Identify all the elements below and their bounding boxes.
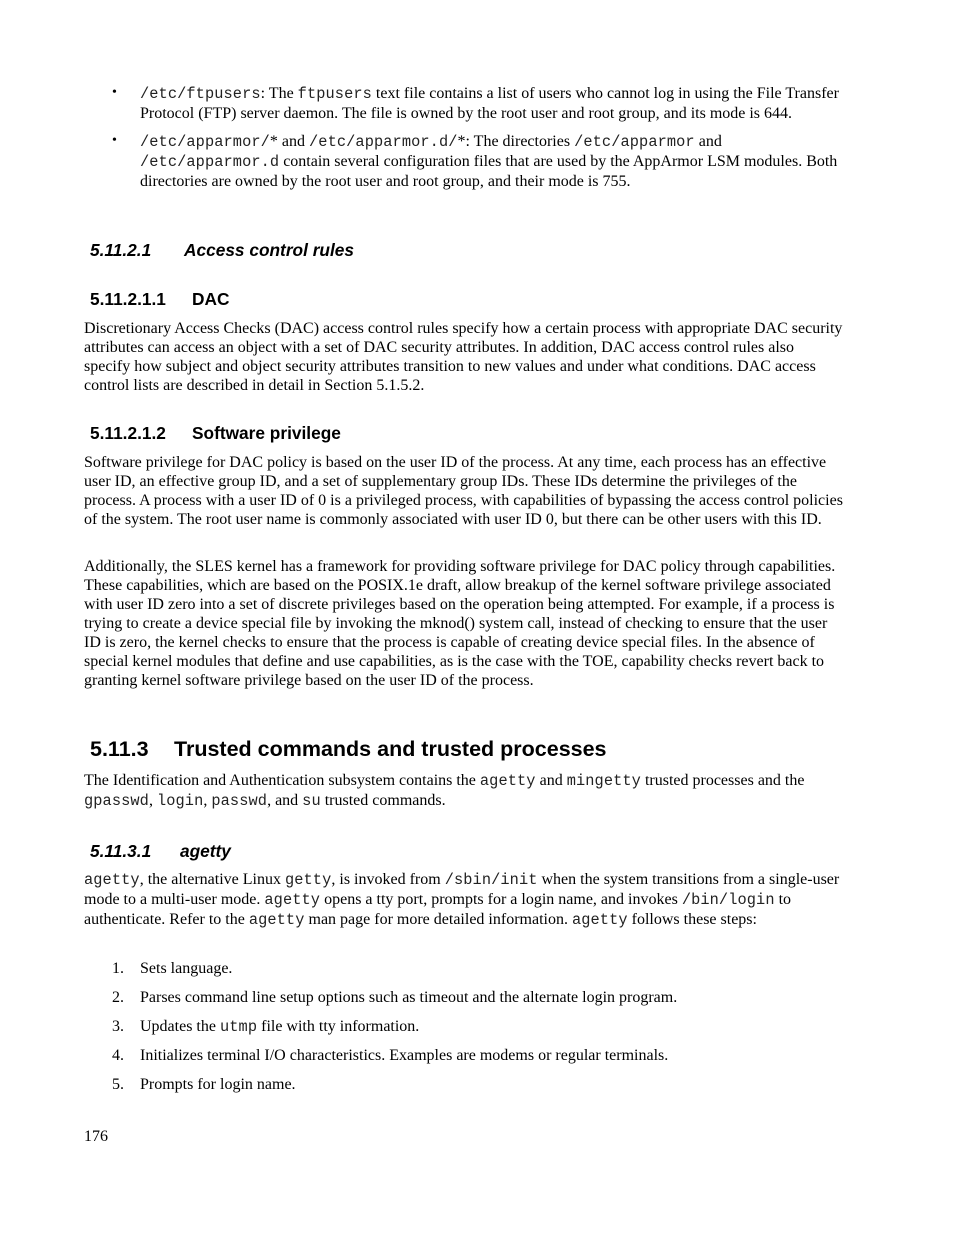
text-span: man page for more detailed information. bbox=[304, 911, 572, 928]
section-heading-agetty bbox=[90, 841, 231, 862]
code-span: /etc/ftpusers bbox=[140, 85, 261, 103]
text-span: file with tty information. bbox=[257, 1018, 420, 1035]
code-span: /etc/apparmor/ bbox=[140, 133, 270, 151]
step-number: 2. bbox=[112, 989, 124, 1006]
text-span: Sets language. bbox=[140, 960, 233, 977]
step-text bbox=[140, 1018, 419, 1035]
text-span: text file contains a list of users who cannot log in using the File Transfer Protocol (FTP) server daemon. The file is owned by the root user and root group, and its mode is 644. bbox=[140, 85, 839, 122]
list-item bbox=[84, 988, 844, 1007]
section-title: DAC bbox=[192, 289, 230, 309]
list-item bbox=[84, 1075, 844, 1094]
step-text bbox=[140, 960, 232, 977]
section-heading-dac bbox=[90, 289, 229, 310]
code-span: gpasswd bbox=[84, 792, 149, 810]
section-heading-trusted-commands bbox=[90, 737, 607, 762]
software-privilege-paragraph-1: Software privilege for DAC policy is based on the user ID of the process. At any time, each process has an effective user ID, an effective group ID, and a set of supplementary group IDs. These IDs determine the privileges of the process. A process with a user ID of 0 is a privileged process, with capabilities of bypassing the access control policies of the system. The root user name is commonly associated with user ID 0, but there can be other users with this ID. bbox=[84, 454, 843, 528]
section-title: Trusted commands and trusted processes bbox=[174, 737, 607, 761]
text-span: * and bbox=[269, 133, 310, 150]
dac-paragraph: Discretionary Access Checks (DAC) access control rules specify how a certain process with appropriate DAC security attributes can access an object with a set of DAC security attributes. In addition, DAC access control rules also specify how subject and object security attributes transition to new values and under what conditions. DAC access control lists are described in detail in Section 5.1.5.2. bbox=[84, 320, 843, 394]
text-span: , bbox=[148, 792, 157, 809]
bullet-text bbox=[140, 84, 844, 123]
bullet-text bbox=[140, 132, 844, 191]
text-span: Initializes terminal I/O characteristics. Examples are modems or regular terminals. bbox=[140, 1047, 669, 1064]
section-number: 5.11.2.1.1 bbox=[90, 289, 166, 309]
text-span: when the system transitions from a single-user mode to a multi-user mode. bbox=[84, 871, 840, 908]
code-span: getty bbox=[284, 871, 332, 889]
text-span: , the alternative Linux bbox=[139, 871, 285, 888]
text-span: , is invoked from bbox=[331, 871, 445, 888]
section-heading-software-privilege bbox=[90, 423, 341, 444]
section-title: Software privilege bbox=[192, 423, 341, 443]
code-span: /bin/login bbox=[681, 891, 775, 909]
code-span: agetty bbox=[571, 911, 628, 929]
code-span: agetty bbox=[479, 772, 536, 790]
step-number: 1. bbox=[112, 960, 124, 977]
list-item bbox=[84, 1017, 844, 1036]
code-span: utmp bbox=[219, 1018, 258, 1036]
step-number: 4. bbox=[112, 1047, 124, 1064]
text-span: and bbox=[694, 133, 722, 150]
text-span: follows these steps: bbox=[627, 911, 757, 928]
text-span: Updates the bbox=[140, 1018, 220, 1035]
section-number: 5.11.2.1 bbox=[90, 240, 152, 260]
step-number: 3. bbox=[112, 1018, 124, 1035]
code-span: /etc/apparmor.d bbox=[140, 153, 280, 171]
step-number: 5. bbox=[112, 1076, 124, 1093]
code-span: agetty bbox=[84, 871, 140, 889]
code-span: /sbin/init bbox=[444, 871, 538, 889]
text-span: Parses command line setup options such as timeout and the alternate login program. bbox=[140, 989, 678, 1006]
code-span: agetty bbox=[248, 911, 305, 929]
text-span: , and bbox=[267, 792, 303, 809]
section-number: 5.11.3 bbox=[90, 737, 149, 761]
agetty-steps-list bbox=[84, 959, 844, 1104]
text-span: trusted processes and the bbox=[640, 772, 805, 789]
bullet-item-apparmor bbox=[84, 132, 844, 191]
text-span: opens a tty port, prompts for a login name, and invokes bbox=[320, 891, 682, 908]
agetty-paragraph bbox=[84, 870, 844, 930]
code-span: ftpusers bbox=[297, 85, 372, 103]
software-privilege-paragraph-2: Additionally, the SLES kernel has a framework for providing software privilege for DAC policy through capabilities. These capabilities, which are based on the POSIX.1e draft, allow breakup of the kernel software privilege associated with user ID zero into a set of discrete privileges based on the operation being attempted. For example, if a process is trying to create a device special file by invoking the mknod() system call, instead of checking to ensure that the user ID is zero, the kernel checks to ensure that the process is capable of creating device special files. In the absence of special kernel modules that define and use capabilities, as is the case with the TOE, capability checks revert back to granting kernel software privilege based on the user ID of the process. bbox=[84, 558, 836, 689]
text-span: to authenticate. Refer to the bbox=[84, 891, 792, 928]
code-span: /etc/apparmor bbox=[574, 133, 695, 151]
bullet-marker: • bbox=[112, 133, 117, 148]
step-text bbox=[140, 1076, 296, 1093]
list-item bbox=[84, 959, 844, 978]
file-bullet-list bbox=[84, 84, 844, 200]
step-text bbox=[140, 1047, 668, 1064]
bullet-item-ftpusers bbox=[84, 84, 844, 123]
code-span: agetty bbox=[264, 891, 321, 909]
text-span: , bbox=[203, 792, 212, 809]
text-span: Prompts for login name. bbox=[140, 1076, 296, 1093]
step-text bbox=[140, 989, 677, 1006]
trusted-commands-paragraph bbox=[84, 771, 844, 811]
text-span: and bbox=[535, 772, 567, 789]
section-heading-access-control-rules bbox=[90, 240, 354, 261]
code-span: login bbox=[156, 792, 204, 810]
text-span: The Identification and Authentication subsystem contains the bbox=[84, 772, 480, 789]
page-number: 176 bbox=[84, 1128, 108, 1145]
bullet-marker: • bbox=[112, 85, 117, 100]
section-title: Access control rules bbox=[184, 240, 355, 260]
code-span: su bbox=[302, 792, 321, 810]
text-span: trusted commands. bbox=[320, 792, 446, 809]
list-item bbox=[84, 1046, 844, 1065]
section-number: 5.11.3.1 bbox=[90, 841, 152, 861]
code-span: mingetty bbox=[566, 772, 641, 790]
code-span: /etc/apparmor.d/ bbox=[309, 133, 458, 151]
section-title: agetty bbox=[180, 841, 231, 861]
text-span: : The bbox=[260, 85, 298, 102]
text-span: *: The directories bbox=[457, 133, 575, 150]
text-span: contain several configuration files that are used by the AppArmor LSM modules. Both directories are owned by the root user and root group, and their mode is 755. bbox=[140, 153, 838, 190]
code-span: passwd bbox=[211, 792, 268, 810]
section-number: 5.11.2.1.2 bbox=[90, 423, 166, 443]
